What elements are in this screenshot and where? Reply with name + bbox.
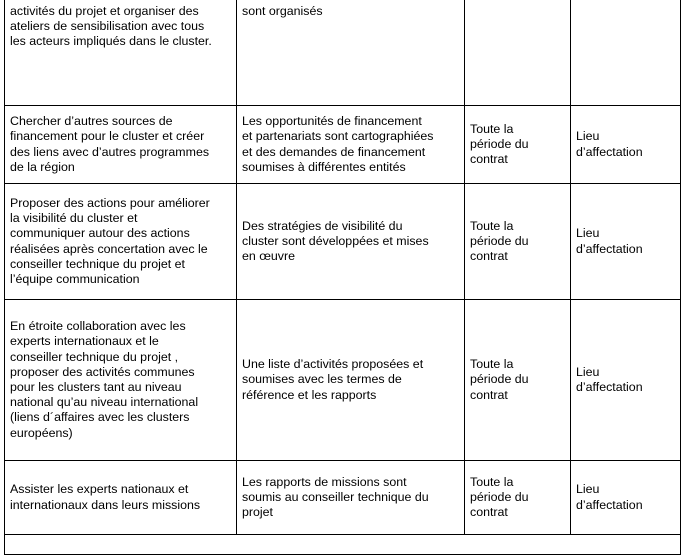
activity-cell	[5, 0, 237, 106]
place-cell	[571, 300, 681, 461]
activity-cell-line: activités du projet et organiser des	[10, 4, 199, 18]
activity-cell-line: (liens d´affaires avec les clusters	[10, 410, 190, 425]
result-cell-line: Les opportunités de financement	[242, 114, 422, 129]
place-cell-line: d’affectation	[576, 497, 643, 512]
activity-cell	[5, 184, 237, 300]
result-cell-line: en œuvre	[242, 249, 296, 264]
result-cell-line: référence et les rapports	[242, 387, 377, 402]
activity-cell-line: l’équipe communication	[10, 271, 140, 286]
result-cell-line: et des demandes de financement	[242, 144, 426, 159]
place-cell-line: d’affectation	[576, 380, 643, 394]
result-cell-line: Une liste d’activités proposées et	[242, 357, 424, 372]
result-cell	[237, 300, 465, 461]
period-cell	[465, 0, 571, 106]
place-cell	[571, 184, 681, 300]
result-cell-line: soumises à différentes entités	[242, 159, 406, 174]
activity-cell-line: national qu’au niveau international	[10, 395, 199, 410]
result-cell-line: et partenariats sont cartographiées	[242, 129, 434, 144]
period-cell-line: Toute la	[470, 218, 514, 233]
activity-cell-line: communiquer autour des actions	[10, 226, 190, 241]
period-cell-line: période du	[470, 233, 529, 248]
activity-cell	[5, 106, 237, 184]
place-cell-line: d’affectation	[576, 144, 643, 159]
activity-cell-line: des liens avec d’autres programmes	[10, 144, 210, 159]
place-cell	[571, 106, 681, 184]
result-cell-line: soumises avec les termes de	[242, 372, 402, 387]
period-cell-line: période du	[470, 372, 529, 387]
trailing-row	[5, 535, 681, 555]
place-cell-line: Lieu	[576, 364, 600, 379]
period-cell-line: contrat	[470, 505, 508, 520]
result-cell	[237, 106, 465, 184]
result-cell-line: Des stratégies de visibilité du	[242, 218, 403, 233]
table-row	[5, 184, 681, 300]
period-cell	[465, 184, 571, 300]
period-cell-line: contrat	[470, 249, 508, 264]
place-cell	[571, 0, 681, 106]
result-cell	[237, 0, 465, 106]
activities-table	[4, 0, 681, 555]
period-cell	[465, 461, 571, 535]
result-cell-line: projet	[242, 505, 273, 520]
activity-cell-line: Assister les experts nationaux et	[10, 482, 189, 497]
result-cell-line: sont organisés	[242, 4, 323, 18]
activity-cell	[5, 461, 237, 535]
period-cell-line: contrat	[470, 152, 508, 167]
activity-cell-line: conseiller technique du projet ,	[10, 349, 179, 364]
period-cell-line: Toute la	[470, 357, 514, 372]
trailing-cell	[5, 535, 681, 555]
period-cell-line: Toute la	[470, 474, 514, 489]
activity-cell-line: financement pour le cluster et créer	[10, 129, 205, 144]
table-row	[5, 106, 681, 184]
place-cell-line: d’affectation	[576, 241, 643, 256]
activity-cell-line: les acteurs impliqués dans le cluster.	[10, 34, 212, 49]
table-row	[5, 0, 681, 106]
period-cell-line: Toute la	[470, 121, 514, 136]
period-cell-line: contrat	[470, 387, 508, 402]
activity-cell-line: Chercher d’autres sources de	[10, 114, 173, 129]
period-cell	[465, 106, 571, 184]
activity-cell-line: Proposer des actions pour améliorer	[10, 195, 210, 210]
activity-cell-line: la visibilité du cluster et	[10, 211, 138, 226]
activity-cell-line: européens)	[10, 425, 73, 440]
result-cell-line: Les rapports de missions sont	[242, 474, 407, 489]
activity-cell-line: internationaux dans leurs missions	[10, 497, 201, 512]
activity-cell-line: proposer des activités communes	[10, 364, 195, 379]
result-cell-line: soumis au conseiller technique du	[242, 489, 429, 504]
place-cell	[571, 461, 681, 535]
activity-cell-line: pour les clusters tant au niveau	[10, 380, 182, 394]
result-cell	[237, 461, 465, 535]
table-row	[5, 300, 681, 461]
activity-cell-line: de la région	[10, 159, 75, 174]
activity-cell-line: experts internationaux et le	[10, 334, 159, 349]
place-cell-line: Lieu	[576, 482, 600, 497]
period-cell-line: période du	[470, 136, 529, 151]
activity-cell-line: conseiller technique du projet et	[10, 256, 185, 271]
activity-cell-line: ateliers de sensibilisation avec tous	[10, 19, 205, 34]
result-cell-line: cluster sont développées et mises	[242, 233, 429, 248]
table-row	[5, 461, 681, 535]
activity-cell-line: En étroite collaboration avec les	[10, 319, 186, 334]
activity-cell-line: réalisées après concertation avec le	[10, 241, 208, 256]
period-cell	[465, 300, 571, 461]
activity-cell	[5, 300, 237, 461]
result-cell	[237, 184, 465, 300]
period-cell-line: période du	[470, 489, 529, 504]
place-cell-line: Lieu	[576, 129, 600, 144]
place-cell-line: Lieu	[576, 226, 600, 241]
